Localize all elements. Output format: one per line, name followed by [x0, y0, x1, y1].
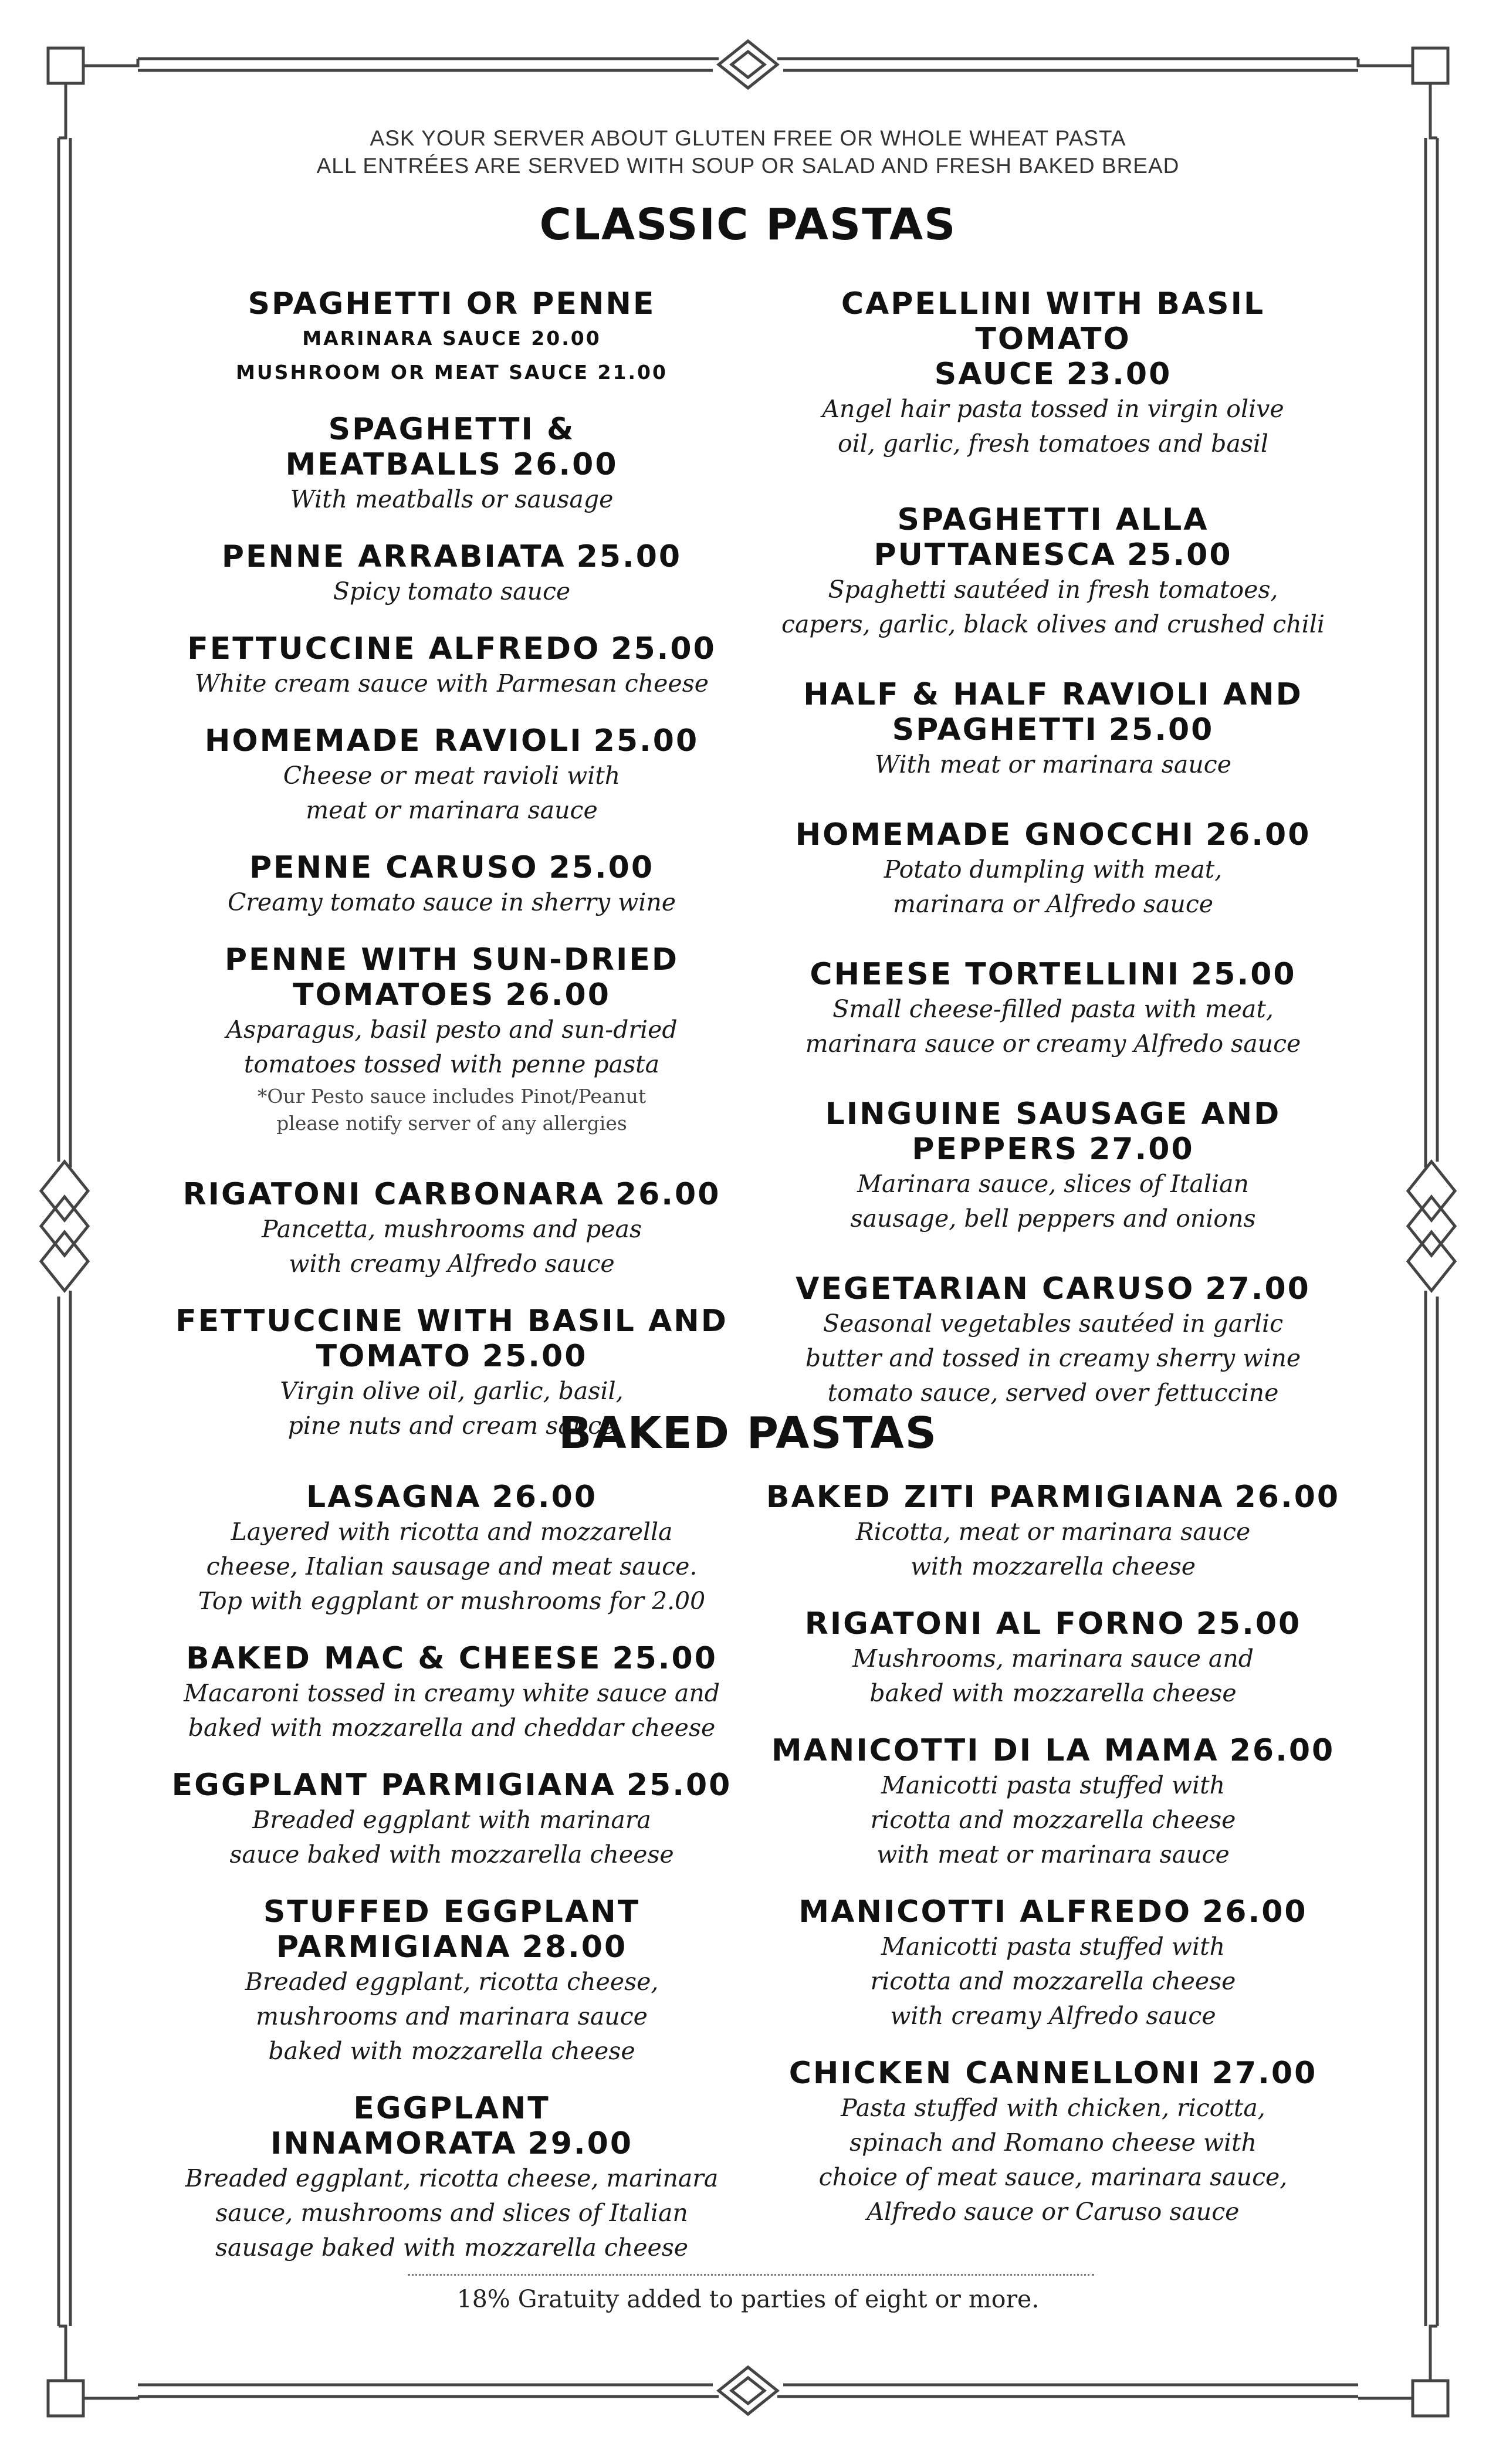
item-description: Marinara sauce, slices of Italian: [857, 1170, 1249, 1198]
item-price: 25.00: [611, 631, 716, 666]
classic-right-column: [763, 286, 1343, 1433]
allergy-note: please notify server of any allergies: [276, 1112, 627, 1135]
item-description: Breaded eggplant, ricotta cheese, marinara: [185, 2164, 719, 2192]
item-description: Ricotta, meat or marinara sauce: [855, 1518, 1251, 1546]
item-description: sauce baked with mozzarella cheese: [229, 1840, 674, 1869]
item-name: EGGPLANT PARMIGIANA 25.00: [171, 1768, 732, 1803]
menu-item: [763, 502, 1343, 642]
baked-right-column: [763, 1480, 1343, 2252]
item-description: pine nuts and cream sauce: [287, 1412, 616, 1440]
menu-item: [170, 539, 733, 609]
item-description: meat or marinara sauce: [306, 796, 598, 824]
item-description: With meatballs or sausage: [290, 485, 614, 513]
item-name: BAKED MAC & CHEESE 25.00: [186, 1641, 717, 1676]
menu-item: [763, 677, 1343, 782]
item-description: Manicotti pasta stuffed with: [881, 1771, 1225, 1799]
menu-item: [763, 1606, 1343, 1711]
item-name: EGGPLANT INNAMORATA 29.00: [270, 2091, 633, 2161]
baked-left-column: [170, 1480, 733, 2287]
item-description: with meat or marinara sauce: [876, 1840, 1230, 1869]
item-name: VEGETARIAN CARUSO 27.00: [796, 1271, 1311, 1307]
item-name: FETTUCCINE ALFREDO 25.00: [187, 631, 716, 666]
menu-item: [170, 1894, 733, 2069]
item-price: 26.00: [1234, 1480, 1341, 1515]
item-description: oil, garlic, fresh tomatoes and basil: [837, 429, 1269, 458]
item-price: 25.00: [1108, 712, 1214, 747]
item-name: MANICOTTI DI LA MAMA 26.00: [771, 1733, 1335, 1768]
classic-pastas-title: CLASSIC PASTAS: [539, 199, 957, 250]
item-description: baked with mozzarella and cheddar cheese: [188, 1714, 716, 1742]
menu-item: [170, 286, 733, 390]
item-price: 25.00: [593, 723, 699, 759]
item-description: Layered with ricotta and mozzarella: [231, 1518, 673, 1546]
note-gluten-free: ASK YOUR SERVER ABOUT GLUTEN FREE OR WHOLE WHEAT PASTA: [370, 126, 1126, 150]
menu-item: [763, 817, 1343, 922]
menu-item: [763, 1096, 1343, 1236]
item-price: 26.00: [1202, 1894, 1308, 1930]
item-name: CAPELLINI WITH BASIL TOMATO: [841, 286, 1265, 357]
menu-notes: [0, 124, 1496, 180]
item-name-cont: PARMIGIANA 28.00: [276, 1930, 628, 1965]
baked-pastas-title: BAKED PASTAS: [558, 1408, 938, 1458]
item-description: Pasta stuffed with chicken, ricotta,: [841, 2094, 1265, 2122]
item-price: 29.00: [527, 2126, 633, 2161]
menu-item: [170, 942, 733, 1136]
item-price: 23.00: [1066, 357, 1172, 392]
menu-item: [763, 1733, 1343, 1872]
item-price: 26.00: [1229, 1733, 1335, 1768]
item-price: 28.00: [522, 1930, 628, 1965]
item-description: Breaded eggplant, ricotta cheese,: [245, 1968, 659, 1996]
item-name: HOMEMADE RAVIOLI 25.00: [204, 723, 699, 759]
item-price: 25.00: [612, 1641, 717, 1676]
menu-item: [170, 1768, 733, 1872]
item-description: Seasonal vegetables sautéed in garlic: [823, 1309, 1284, 1338]
item-description: spinach and Romano cheese with: [849, 2128, 1257, 2157]
item-option: MARINARA SAUCE 20.00: [302, 327, 601, 350]
item-description: choice of meat sauce, marinara sauce,: [818, 2163, 1288, 2191]
menu-item: [170, 2091, 733, 2265]
item-description: baked with mozzarella cheese: [268, 2037, 635, 2065]
item-price: 26.00: [492, 1480, 597, 1515]
item-description: White cream sauce with Parmesan cheese: [195, 669, 709, 698]
item-description: ricotta and mozzarella cheese: [870, 1967, 1236, 1995]
menu-item: [170, 723, 733, 828]
item-name: LASAGNA 26.00: [306, 1480, 597, 1515]
menu-item: [170, 850, 733, 920]
item-name: PENNE ARRABIATA 25.00: [221, 539, 682, 574]
menu-item: [763, 1894, 1343, 2033]
menu-item: [763, 286, 1343, 461]
item-price: 26.00: [615, 1177, 721, 1212]
item-description: tomato sauce, served over fettuccine: [827, 1379, 1279, 1407]
item-option: MUSHROOM OR MEAT SAUCE 21.00: [236, 361, 668, 384]
item-name: SPAGHETTI OR PENNE: [248, 286, 656, 321]
item-description: Alfredo sauce or Caruso sauce: [867, 2198, 1240, 2226]
item-description: capers, garlic, black olives and crushed chili: [781, 610, 1325, 638]
item-description: sausage baked with mozzarella cheese: [215, 2233, 689, 2262]
item-price: 26.00: [1205, 817, 1311, 852]
item-description: cheese, Italian sausage and meat sauce.: [206, 1552, 698, 1580]
item-name: MANICOTTI ALFREDO 26.00: [798, 1894, 1308, 1930]
item-description: Virgin olive oil, garlic, basil,: [280, 1377, 624, 1405]
item-description: with creamy Alfredo sauce: [289, 1250, 615, 1278]
item-name: LINGUINE SAUSAGE AND: [825, 1096, 1281, 1132]
menu-item: [170, 631, 733, 701]
item-price: 25.00: [482, 1339, 588, 1374]
item-name-cont: SPAGHETTI 25.00: [892, 712, 1214, 747]
item-name: PENNE CARUSO 25.00: [249, 850, 655, 885]
item-description: Cheese or meat ravioli with: [283, 761, 621, 790]
menu-item: [170, 1177, 733, 1281]
item-description: Creamy tomato sauce in sherry wine: [227, 888, 676, 916]
item-name-cont: PUTTANESCA 25.00: [874, 537, 1233, 573]
item-description: with creamy Alfredo sauce: [890, 2002, 1216, 2030]
menu-item: [763, 1271, 1343, 1410]
item-price: 26.00: [505, 977, 611, 1013]
menu-item: [170, 1641, 733, 1745]
item-description: Spicy tomato sauce: [333, 577, 571, 605]
menu-item: [763, 1480, 1343, 1584]
item-price: 27.00: [1205, 1271, 1311, 1307]
allergy-note: *Our Pesto sauce includes Pinot/Peanut: [257, 1085, 647, 1108]
item-name-cont: TOMATO 25.00: [316, 1339, 588, 1374]
item-price: 26.00: [513, 447, 618, 482]
item-description: marinara sauce or creamy Alfredo sauce: [805, 1030, 1301, 1058]
item-description: Top with eggplant or mushrooms for 2.00: [198, 1587, 706, 1615]
menu-item: [170, 1480, 733, 1619]
item-name: CHEESE TORTELLINI 25.00: [810, 957, 1297, 992]
item-name: SPAGHETTI ALLA: [897, 502, 1209, 537]
item-name: HOMEMADE GNOCCHI 26.00: [795, 817, 1311, 852]
item-name: CHICKEN CANNELLONI 27.00: [788, 2056, 1318, 2091]
item-description: Angel hair pasta tossed in virgin olive: [822, 395, 1284, 423]
item-description: Mushrooms, marinara sauce and: [852, 1644, 1254, 1673]
menu-item: [763, 957, 1343, 1061]
item-name-cont: TOMATOES 26.00: [293, 977, 611, 1013]
footer-divider: [408, 2274, 1094, 2276]
item-description: Asparagus, basil pesto and sun-dried: [226, 1016, 678, 1044]
item-description: ricotta and mozzarella cheese: [870, 1806, 1236, 1834]
item-price: 27.00: [1211, 2056, 1318, 2091]
item-name-cont: SAUCE 23.00: [934, 357, 1172, 392]
item-description: With meat or marinara sauce: [875, 750, 1231, 779]
note-entrees: ALL ENTRÉES ARE SERVED WITH SOUP OR SALAD AND FRESH BAKED BREAD: [316, 154, 1180, 178]
menu-item: [170, 412, 733, 517]
item-price: 25.00: [576, 539, 682, 574]
item-description: Breaded eggplant with marinara: [252, 1806, 651, 1834]
item-name-cont: PEPPERS 27.00: [912, 1132, 1194, 1167]
item-description: Manicotti pasta stuffed with: [881, 1932, 1225, 1961]
item-price: 25.00: [1196, 1606, 1302, 1641]
item-name: RIGATONI CARBONARA 26.00: [182, 1177, 721, 1212]
item-description: Pancetta, mushrooms and peas: [261, 1215, 642, 1243]
item-name: STUFFED EGGPLANT: [263, 1894, 641, 1930]
item-description: butter and tossed in creamy sherry wine: [805, 1344, 1301, 1372]
item-name: BAKED ZITI PARMIGIANA 26.00: [766, 1480, 1341, 1515]
item-name: SPAGHETTI & MEATBALLS 26.00: [285, 412, 618, 482]
item-price: 25.00: [549, 850, 655, 885]
item-name: FETTUCCINE WITH BASIL AND: [175, 1304, 728, 1339]
item-description: with mozzarella cheese: [910, 1552, 1196, 1580]
classic-left-column: [170, 286, 733, 1465]
item-description: Macaroni tossed in creamy white sauce and: [184, 1679, 720, 1707]
item-description: baked with mozzarella cheese: [869, 1679, 1237, 1707]
item-name: HALF & HALF RAVIOLI AND: [803, 677, 1303, 712]
item-price: 27.00: [1089, 1132, 1194, 1167]
item-description: mushrooms and marinara sauce: [256, 2002, 648, 2030]
menu-item: [763, 2056, 1343, 2229]
item-description: tomatoes tossed with penne pasta: [243, 1050, 660, 1078]
item-description: Spaghetti sautéed in fresh tomatoes,: [828, 576, 1278, 604]
item-name: PENNE WITH SUN-DRIED: [224, 942, 679, 977]
item-description: sausage, bell peppers and onions: [850, 1204, 1256, 1233]
item-name: RIGATONI AL FORNO 25.00: [804, 1606, 1302, 1641]
item-description: Small cheese-filled pasta with meat,: [832, 995, 1274, 1023]
item-description: Potato dumpling with meat,: [884, 855, 1223, 884]
item-price: 25.00: [626, 1768, 732, 1803]
item-price: 25.00: [1127, 537, 1233, 573]
gratuity-note: 18% Gratuity added to parties of eight or more.: [456, 2285, 1040, 2313]
item-description: sauce, mushrooms and slices of Italian: [215, 2199, 688, 2227]
item-price: 25.00: [1191, 957, 1297, 992]
item-description: marinara or Alfredo sauce: [892, 890, 1214, 918]
